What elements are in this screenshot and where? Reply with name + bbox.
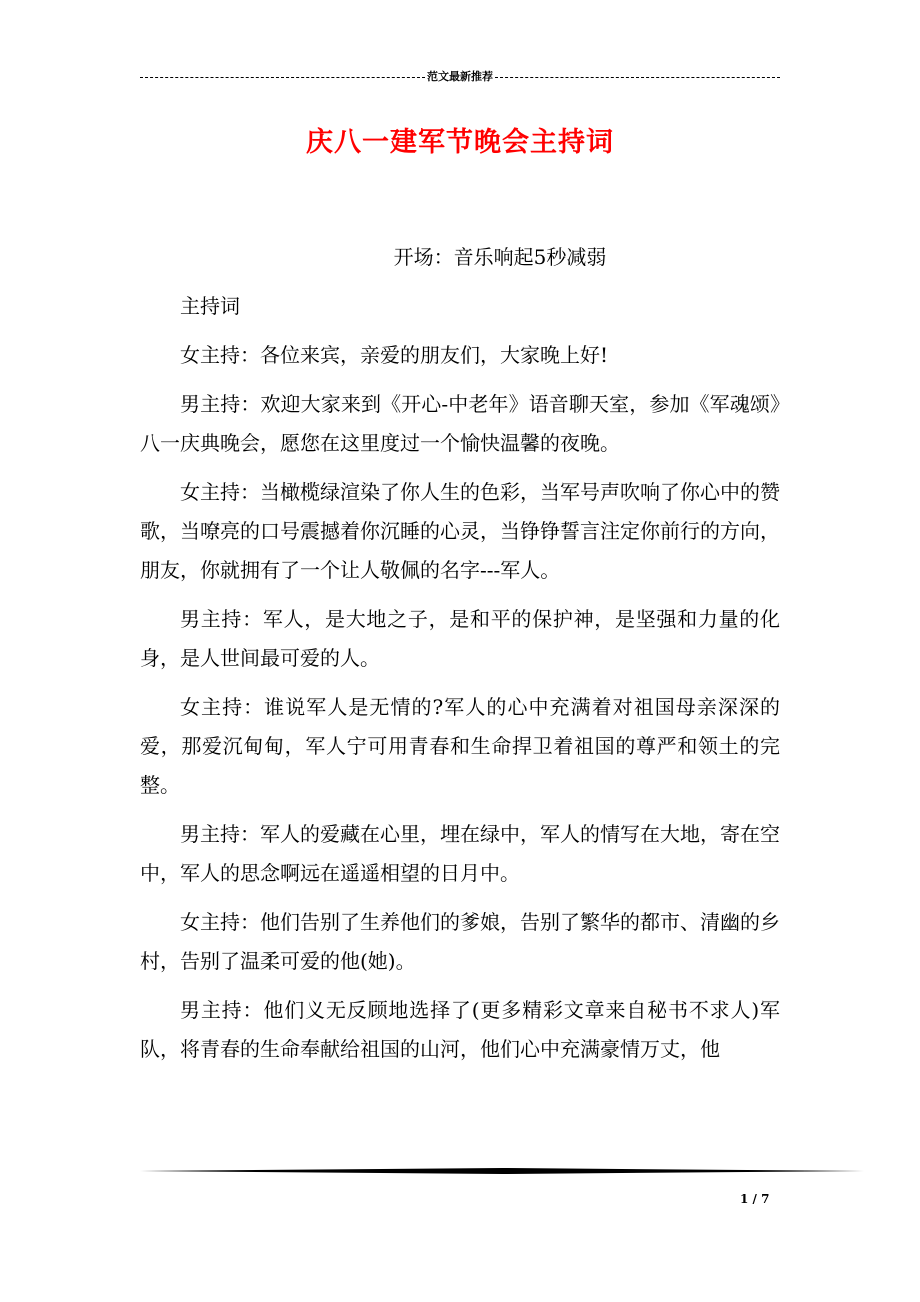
paragraph: 女主持：各位来宾，亲爱的朋友们，大家晚上好!	[180, 343, 609, 367]
paragraph: 男主持：欢迎大家来到《开心-中老年》语音聊天室，参加《军魂颂》八一庆典晚会，愿您在这里度过一个愉快温馨的夜晚。	[140, 392, 780, 455]
footer-rule	[140, 1168, 864, 1174]
paragraph-opening: 开场：音乐响起5秒减弱	[393, 245, 607, 269]
paragraph: 男主持：他们义无反顾地选择了(更多精彩文章来自秘书不求人)军队，将青春的生命奉献给祖国的山河，他们心中充满豪情万丈，他	[140, 998, 780, 1061]
paragraph: 女主持：他们告别了生养他们的爹娘，告别了繁华的都市、清幽的乡村，告别了温柔可爱的他(她)。	[140, 910, 780, 973]
header-dash-left	[140, 77, 425, 78]
document-title: 庆八一建军节晚会主持词	[306, 127, 614, 158]
paragraph: 女主持：谁说军人是无情的?军人的心中充满着对祖国母亲深深的爱，那爱沉甸甸，军人宁可用青春和生命捍卫着祖国的尊严和领土的完整。	[140, 695, 780, 797]
header-label: 范文最新推荐	[427, 70, 493, 83]
header-dash-right	[495, 77, 780, 78]
footer-rule-shape	[140, 1168, 864, 1174]
document-body	[140, 238, 780, 1079]
page-header	[140, 68, 780, 84]
paragraph: 女主持：当橄榄绿渲染了你人生的色彩，当军号声吹响了你心中的赞歌，当嘹亮的口号震撼着你沉睡的心灵，当铮铮誓言注定你前行的方向，朋友，你就拥有了一个让人敬佩的名字---军人。	[140, 480, 780, 582]
page-number: 1 / 7	[740, 1192, 770, 1206]
paragraph: 男主持：军人的爱藏在心里，埋在绿中，军人的情写在大地，寄在空中，军人的思念啊远在遥遥相望的日月中。	[140, 822, 780, 885]
paragraph: 男主持：军人，是大地之子，是和平的保护神，是坚强和力量的化身，是人世间最可爱的人。	[140, 607, 780, 670]
paragraph: 主持词	[180, 294, 240, 318]
